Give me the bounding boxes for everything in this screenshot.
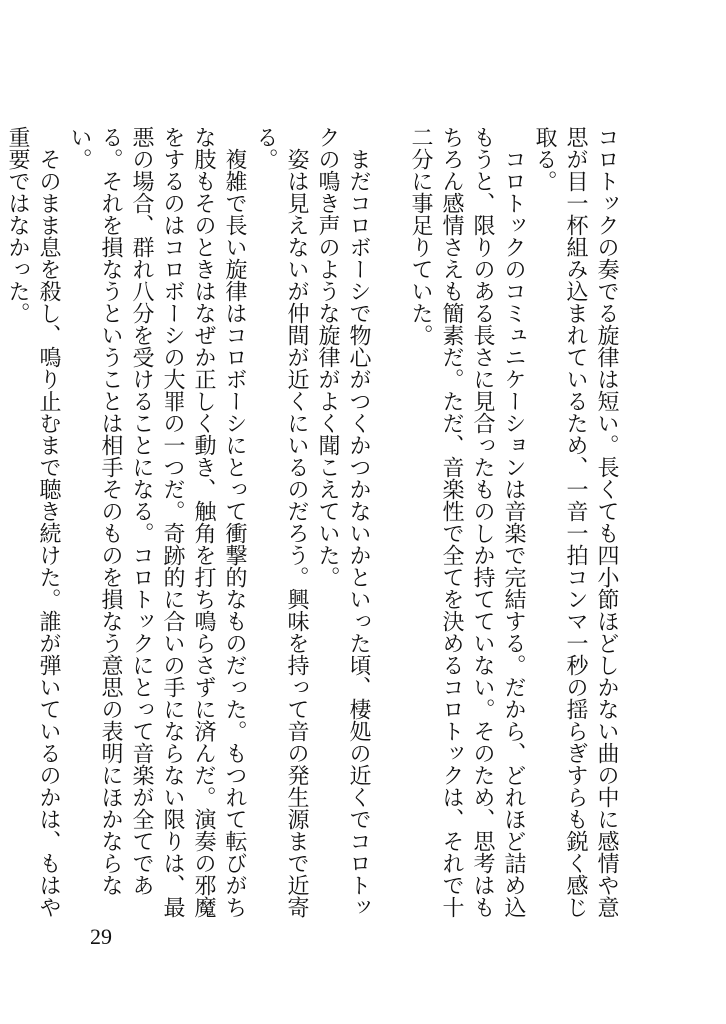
paragraph-2: コロトックのコミュニケーションは音楽で完結する。だから、どれほど詰め込もうと、限りのある長さに見合ったものしか持てていない。そのため、思考はもちろん感情さえも簡素だ。ただ、音楽性で全てを決めるコロトックは、それで十二分に事足りていた。 [408,126,526,918]
vertical-text-body [5,126,622,926]
paragraph-5: 複雑で長い旋律はコロボーシにとって衝撃的なものだった。もつれて転びがちな肢もそのときはなぜか正しく動き、触角を打ち鳴らさずに済んだ。演奏の邪魔をするのはコロボーシの大罪の一つだ。奇跡的に合いの手にならない限りは、最悪の場合、群れ八分を受けることになる。コロトックにとって音楽が全てである。それを損なうということは相手そのものを損なう意思の表明にほかならない。 [67,126,247,918]
paragraph-3: まだコロボーシで物心がつくかつかないかといった頃、棲処の近くでコロトックの鳴き声のような旋律がよく聞こえていた。 [315,126,371,918]
paragraph-4: 姿は見えないが仲間が近くにいるのだろう。興味を持って音の発生源まで近寄る。 [253,126,309,918]
blank-line [374,126,405,926]
paragraph-1: コロトックの奏でる旋律は短い。長くても四小節ほどしかない曲の中に感情や意思が目一杯組み込まれているため、一音一拍コンマ一秒の揺らぎすらも鋭く感じ取る。 [532,126,619,918]
paragraph-6: そのまま息を殺し、鳴り止むまで聴き続けた。誰が弾いているのかは、もはや重要ではなかった。 [5,126,61,918]
page-number: 29 [90,924,112,949]
